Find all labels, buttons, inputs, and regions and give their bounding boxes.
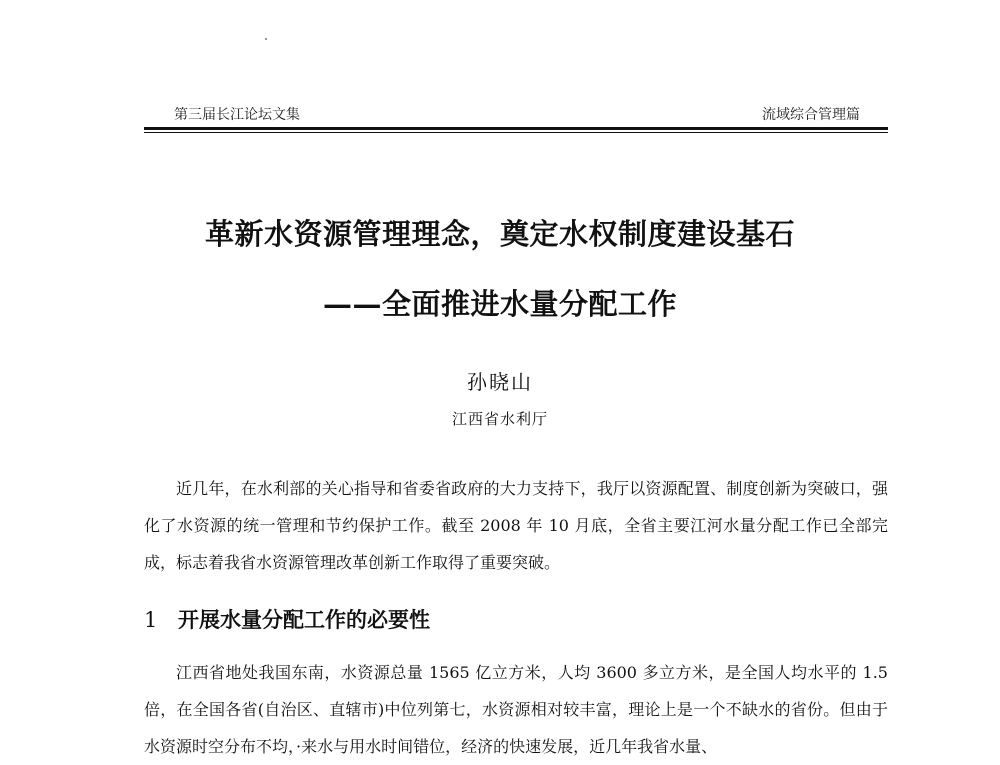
paper-subtitle: ——全面推进水量分配工作 [322,287,677,321]
intro-paragraph: 近几年，在水利部的关心指导和省委省政府的大力支持下，我厅以资源配置、制度创新为突破口，强化了水资源的统一管理和节约保护工作。截至 2008 年 10 月底，全省主要江河水量分配工作已全部完成，标志着我省水资源管理改革创新工作取得了重要突破。 [144,479,888,572]
header-collection-title: 第三届长江论坛文集 [174,107,300,123]
header-section-name: 流域综合管理篇 [762,107,860,123]
author-affiliation: 江西省水利厅 [451,410,548,428]
section-heading [144,604,430,634]
running-header [144,104,888,128]
section-paragraph: 江西省地处我国东南，水资源总量 1565 亿立方米，人均 3600 多立方米，是全国人均水平的 1.5 倍，在全国各省(自治区、直辖市)中位列第七，水资源相对较丰富，理论上是一个不缺水的省份。但由于水资源时空分布不均，·来水与用水时间错位，经济的快速发展，近几年我省水量、 [144,663,888,756]
header-rule-thin [144,132,888,133]
section-number: 1 [144,608,158,632]
paper-title: 革新水资源管理理念，奠定水权制度建设基石 [204,217,795,251]
section-title: 开展水量分配工作的必要性 [178,607,430,632]
scan-speck [265,38,267,40]
author-name: 孙晓山 [467,370,533,394]
header-rule-thick [144,127,888,130]
